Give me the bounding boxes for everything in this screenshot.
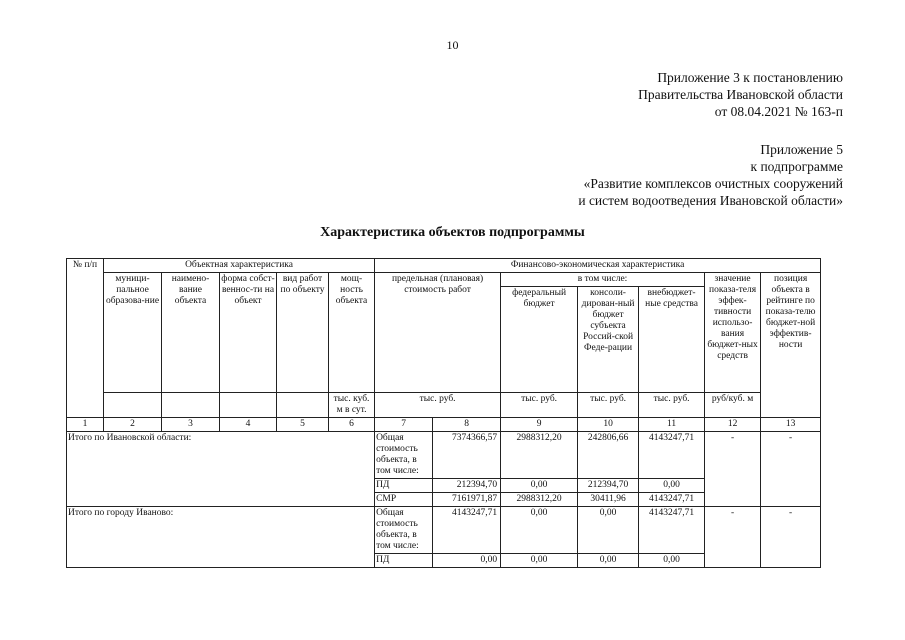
cost-type: Общая стоимость объекта, в том числе: (375, 507, 433, 554)
unit-cell (277, 393, 329, 418)
header-line: и систем водоотведения Ивановской области» (578, 193, 843, 208)
header-line: от 08.04.2021 № 163-п (714, 104, 843, 119)
table-row (67, 432, 821, 479)
unit-consolidated: тыс. руб. (578, 393, 639, 418)
header-line: к подпрограмме (750, 159, 843, 174)
rating-value: - (761, 507, 821, 568)
table-row (67, 507, 821, 554)
page-number: 10 (446, 38, 459, 52)
col-header-federal: федеральный бюджет (501, 287, 578, 393)
column-number: 1 (67, 418, 104, 432)
column-number: 2 (104, 418, 162, 432)
header-line: «Развитие комплексов очистных сооружений (583, 176, 843, 191)
efficiency-value: - (705, 432, 761, 507)
consolidated-value: 242806,66 (578, 432, 639, 479)
efficiency-value: - (705, 507, 761, 568)
units-row (67, 393, 821, 418)
cost-type: СМР (375, 493, 433, 507)
cost-type: ПД (375, 554, 433, 568)
federal-value: 0,00 (501, 479, 578, 493)
federal-value: 0,00 (501, 554, 578, 568)
header-row (67, 273, 821, 287)
unit-offbudget: тыс. руб. (639, 393, 705, 418)
column-number: 5 (277, 418, 329, 432)
column-number: 3 (162, 418, 220, 432)
federal-value: 0,00 (501, 507, 578, 554)
appendix-header-resolution (638, 69, 843, 120)
column-number: 11 (639, 418, 705, 432)
column-number: 12 (705, 418, 761, 432)
cost-type: Общая стоимость объекта, в том числе: (375, 432, 433, 479)
col-header-no: № п/п (67, 259, 104, 418)
unit-cost: тыс. руб. (375, 393, 501, 418)
unit-capacity: тыс. куб. м в сут. (329, 393, 375, 418)
document-title: Характеристика объектов подпрограммы (320, 225, 585, 240)
consolidated-value: 30411,96 (578, 493, 639, 507)
consolidated-value: 0,00 (578, 507, 639, 554)
col-header-municipality: муници-пальное образова-ние (104, 273, 162, 393)
column-number: 4 (220, 418, 277, 432)
unit-cell (162, 393, 220, 418)
appendix-header-subprogram (578, 141, 843, 209)
col-header-including: в том числе: (501, 273, 705, 287)
group-label: Итого по Ивановской области: (67, 432, 375, 507)
col-header-finance: Финансово-экономическая характеристика (375, 259, 821, 273)
col-header-rating: позиция объекта в рейтинге по показа-телю бюджет-ной эффектив-ности (761, 273, 821, 418)
total-value: 7374366,57 (433, 432, 501, 479)
col-header-ownership: форма собст-веннос-ти на объект (220, 273, 277, 393)
cost-type: ПД (375, 479, 433, 493)
column-number: 10 (578, 418, 639, 432)
group-label: Итого по городу Иваново: (67, 507, 375, 568)
col-header-object: Объектная характеристика (104, 259, 375, 273)
objects-table (66, 258, 821, 568)
header-line: Правительства Ивановской области (638, 87, 843, 102)
header-line: Приложение 5 (760, 142, 843, 157)
column-number: 9 (501, 418, 578, 432)
total-value: 212394,70 (433, 479, 501, 493)
column-numbers-row (67, 418, 821, 432)
column-number: 6 (329, 418, 375, 432)
header-line: Приложение 3 к постановлению (657, 70, 843, 85)
consolidated-value: 0,00 (578, 554, 639, 568)
col-header-cost: предельная (плановая) стоимость работ (375, 273, 501, 393)
offbudget-value: 0,00 (639, 554, 705, 568)
unit-efficiency: руб/куб. м (705, 393, 761, 418)
unit-federal: тыс. руб. (501, 393, 578, 418)
column-number: 8 (433, 418, 501, 432)
col-header-consolidated: консоли-дирован-ный бюджет субъекта Россий-ской Феде-рации (578, 287, 639, 393)
col-header-offbudget: внебюджет-ные средства (639, 287, 705, 393)
offbudget-value: 4143247,71 (639, 493, 705, 507)
column-number: 7 (375, 418, 433, 432)
col-header-capacity: мощ-ность объекта (329, 273, 375, 393)
total-value: 4143247,71 (433, 507, 501, 554)
offbudget-value: 4143247,71 (639, 432, 705, 479)
total-value: 7161971,87 (433, 493, 501, 507)
consolidated-value: 212394,70 (578, 479, 639, 493)
unit-cell (104, 393, 162, 418)
offbudget-value: 4143247,71 (639, 507, 705, 554)
federal-value: 2988312,20 (501, 432, 578, 479)
unit-cell (220, 393, 277, 418)
col-header-efficiency: значение показа-теля эффек-тивности использо-вания бюджет-ных средств (705, 273, 761, 393)
offbudget-value: 0,00 (639, 479, 705, 493)
column-number: 13 (761, 418, 821, 432)
total-value: 0,00 (433, 554, 501, 568)
rating-value: - (761, 432, 821, 507)
col-header-name: наимено-вание объекта (162, 273, 220, 393)
col-header-worktype: вид работ по объекту (277, 273, 329, 393)
header-row (67, 259, 821, 273)
federal-value: 2988312,20 (501, 493, 578, 507)
